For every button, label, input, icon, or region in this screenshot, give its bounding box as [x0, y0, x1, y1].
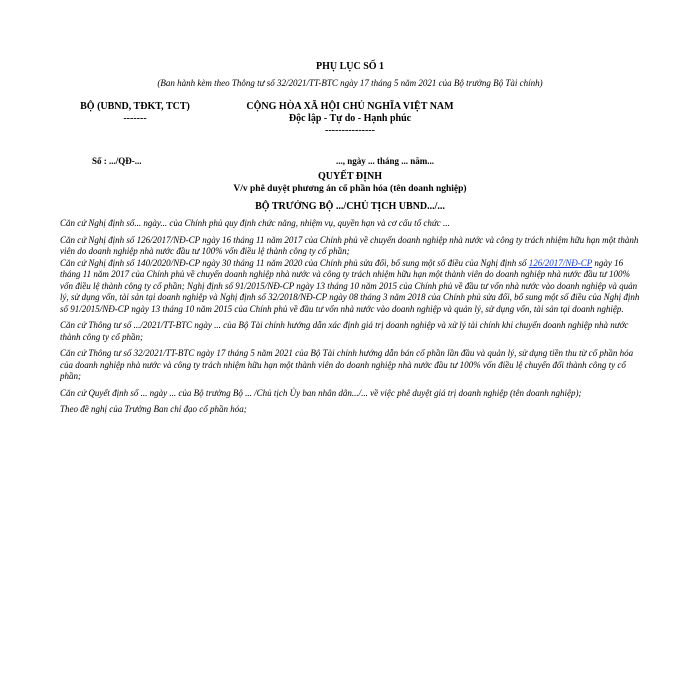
document-header [60, 101, 640, 137]
legal-basis-3 [60, 258, 640, 316]
national-header [220, 101, 480, 137]
document-page [60, 60, 640, 416]
agency-block [60, 101, 210, 137]
legal-basis-3-start: Căn cứ Nghị định số 140/2020/NĐ-CP ngày 30 tháng 11 năm 2020 của Chính phủ sửa đổi, bổ sung một số điều của Nghị định số [60, 257, 529, 268]
national-motto: Độc lập - Tự do - Hạnh phúc [288, 113, 412, 124]
legal-basis-7: Theo đề nghị của Trưởng Ban chỉ đạo cổ phần hóa; [60, 404, 247, 414]
issuing-authority: BỘ TRƯỞNG BỘ .../CHỦ TỊCH UBND.../... [255, 201, 445, 212]
document-number: Số : .../QĐ-... [92, 156, 142, 166]
legal-basis-3-end: ngày 16 tháng 11 năm 2017 của Chính phủ về chuyển doanh nghiệp nhà nước và công ty trách nhiệm hữu hạn một thành viên do doanh nghiệp nhà nước đầu tư 100% vốn điều lệ thành công ty cổ phần; Nghị định số 91/2015/NĐ-CP ngày 13 tháng 10 năm 2015 của Chính phủ về đầu tư vốn nhà nước vào doanh nghiệp và quản lý, sử dụng vốn, tài sản tại doanh nghiệp và Nghị định số 32/2018/NĐ-CP ngày 08 tháng 3 năm 2018 của Chính phủ sửa đổi, bổ sung một số điều của Nghị định số 91/2015/NĐ-CP ngày 13 tháng 10 năm 2015 của Chính phủ về đầu tư vốn nhà nước vào doanh nghiệp và quản lý, sử dụng vốn, tài sản tại doanh nghiệp. [60, 257, 640, 314]
legal-basis-1: Căn cứ Nghị định số... ngày... của Chính phủ quy định chức năng, nhiệm vụ, quyền hạn và cơ cấu tổ chức ... [60, 218, 450, 228]
appendix-note: (Ban hành kèm theo Thông tư số 32/2021/TT-BTC ngày 17 tháng 5 năm 2021 của Bộ trưởng Bộ Tài chính) [157, 78, 543, 88]
republic-name: CỘNG HÒA XÃ HỘI CHỦ NGHĨA VIỆT NAM [246, 101, 454, 112]
legal-basis-2: Căn cứ Nghị định số 126/2017/NĐ-CP ngày 16 tháng 11 năm 2017 của Chính phủ về chuyển doanh nghiệp nhà nước và công ty trách nhiệm hữu hạn một thành viên do doanh nghiệp nhà nước đầu tư 100% vốn điều lệ thành công ty cổ phần; [60, 234, 639, 256]
agency-rule: ------- [123, 113, 147, 124]
appendix-title: PHỤ LỤC SỐ 1 [315, 61, 385, 72]
legal-basis-5: Căn cứ Thông tư số 32/2021/TT-BTC ngày 17 tháng 5 năm 2021 của Bộ Tài chính hướng dẫn bán cổ phần lần đầu và quản lý, sử dụng tiền thu từ cổ phần hóa của doanh nghiệp nhà nước và công ty trách nhiệm hữu hạn một thành viên do doanh nghiệp nhà nước đầu tư 100% vốn điều lệ chuyển đổi thành công ty cổ phần; [60, 348, 634, 381]
legal-basis-4: Căn cứ Thông tư số .../2021/TT-BTC ngày ... của Bộ Tài chính hướng dẫn xác định giá trị doanh nghiệp và xử lý tài chính khi chuyển doanh nghiệp nhà nước thành công ty cổ phần; [60, 320, 629, 342]
document-date: ..., ngày ... tháng ... năm... [336, 156, 435, 166]
decision-subject: V/v phê duyệt phương án cổ phần hóa (tên doanh nghiệp) [233, 184, 467, 194]
number-date-row [60, 155, 640, 167]
decree-link[interactable]: 126/2017/NĐ-CP [528, 257, 593, 268]
legal-basis-6: Căn cứ Quyết định số ... ngày ... của Bộ trưởng Bộ ... /Chủ tịch Ủy ban nhân dân.../... về việc phê duyệt giá trị doanh nghiệp (tên doanh nghiệp); [60, 387, 582, 398]
decision-title: QUYẾT ĐỊNH [318, 171, 382, 182]
agency-name: BỘ (UBND, TĐKT, TCT) [80, 101, 190, 112]
motto-rule: --------------- [325, 125, 375, 136]
